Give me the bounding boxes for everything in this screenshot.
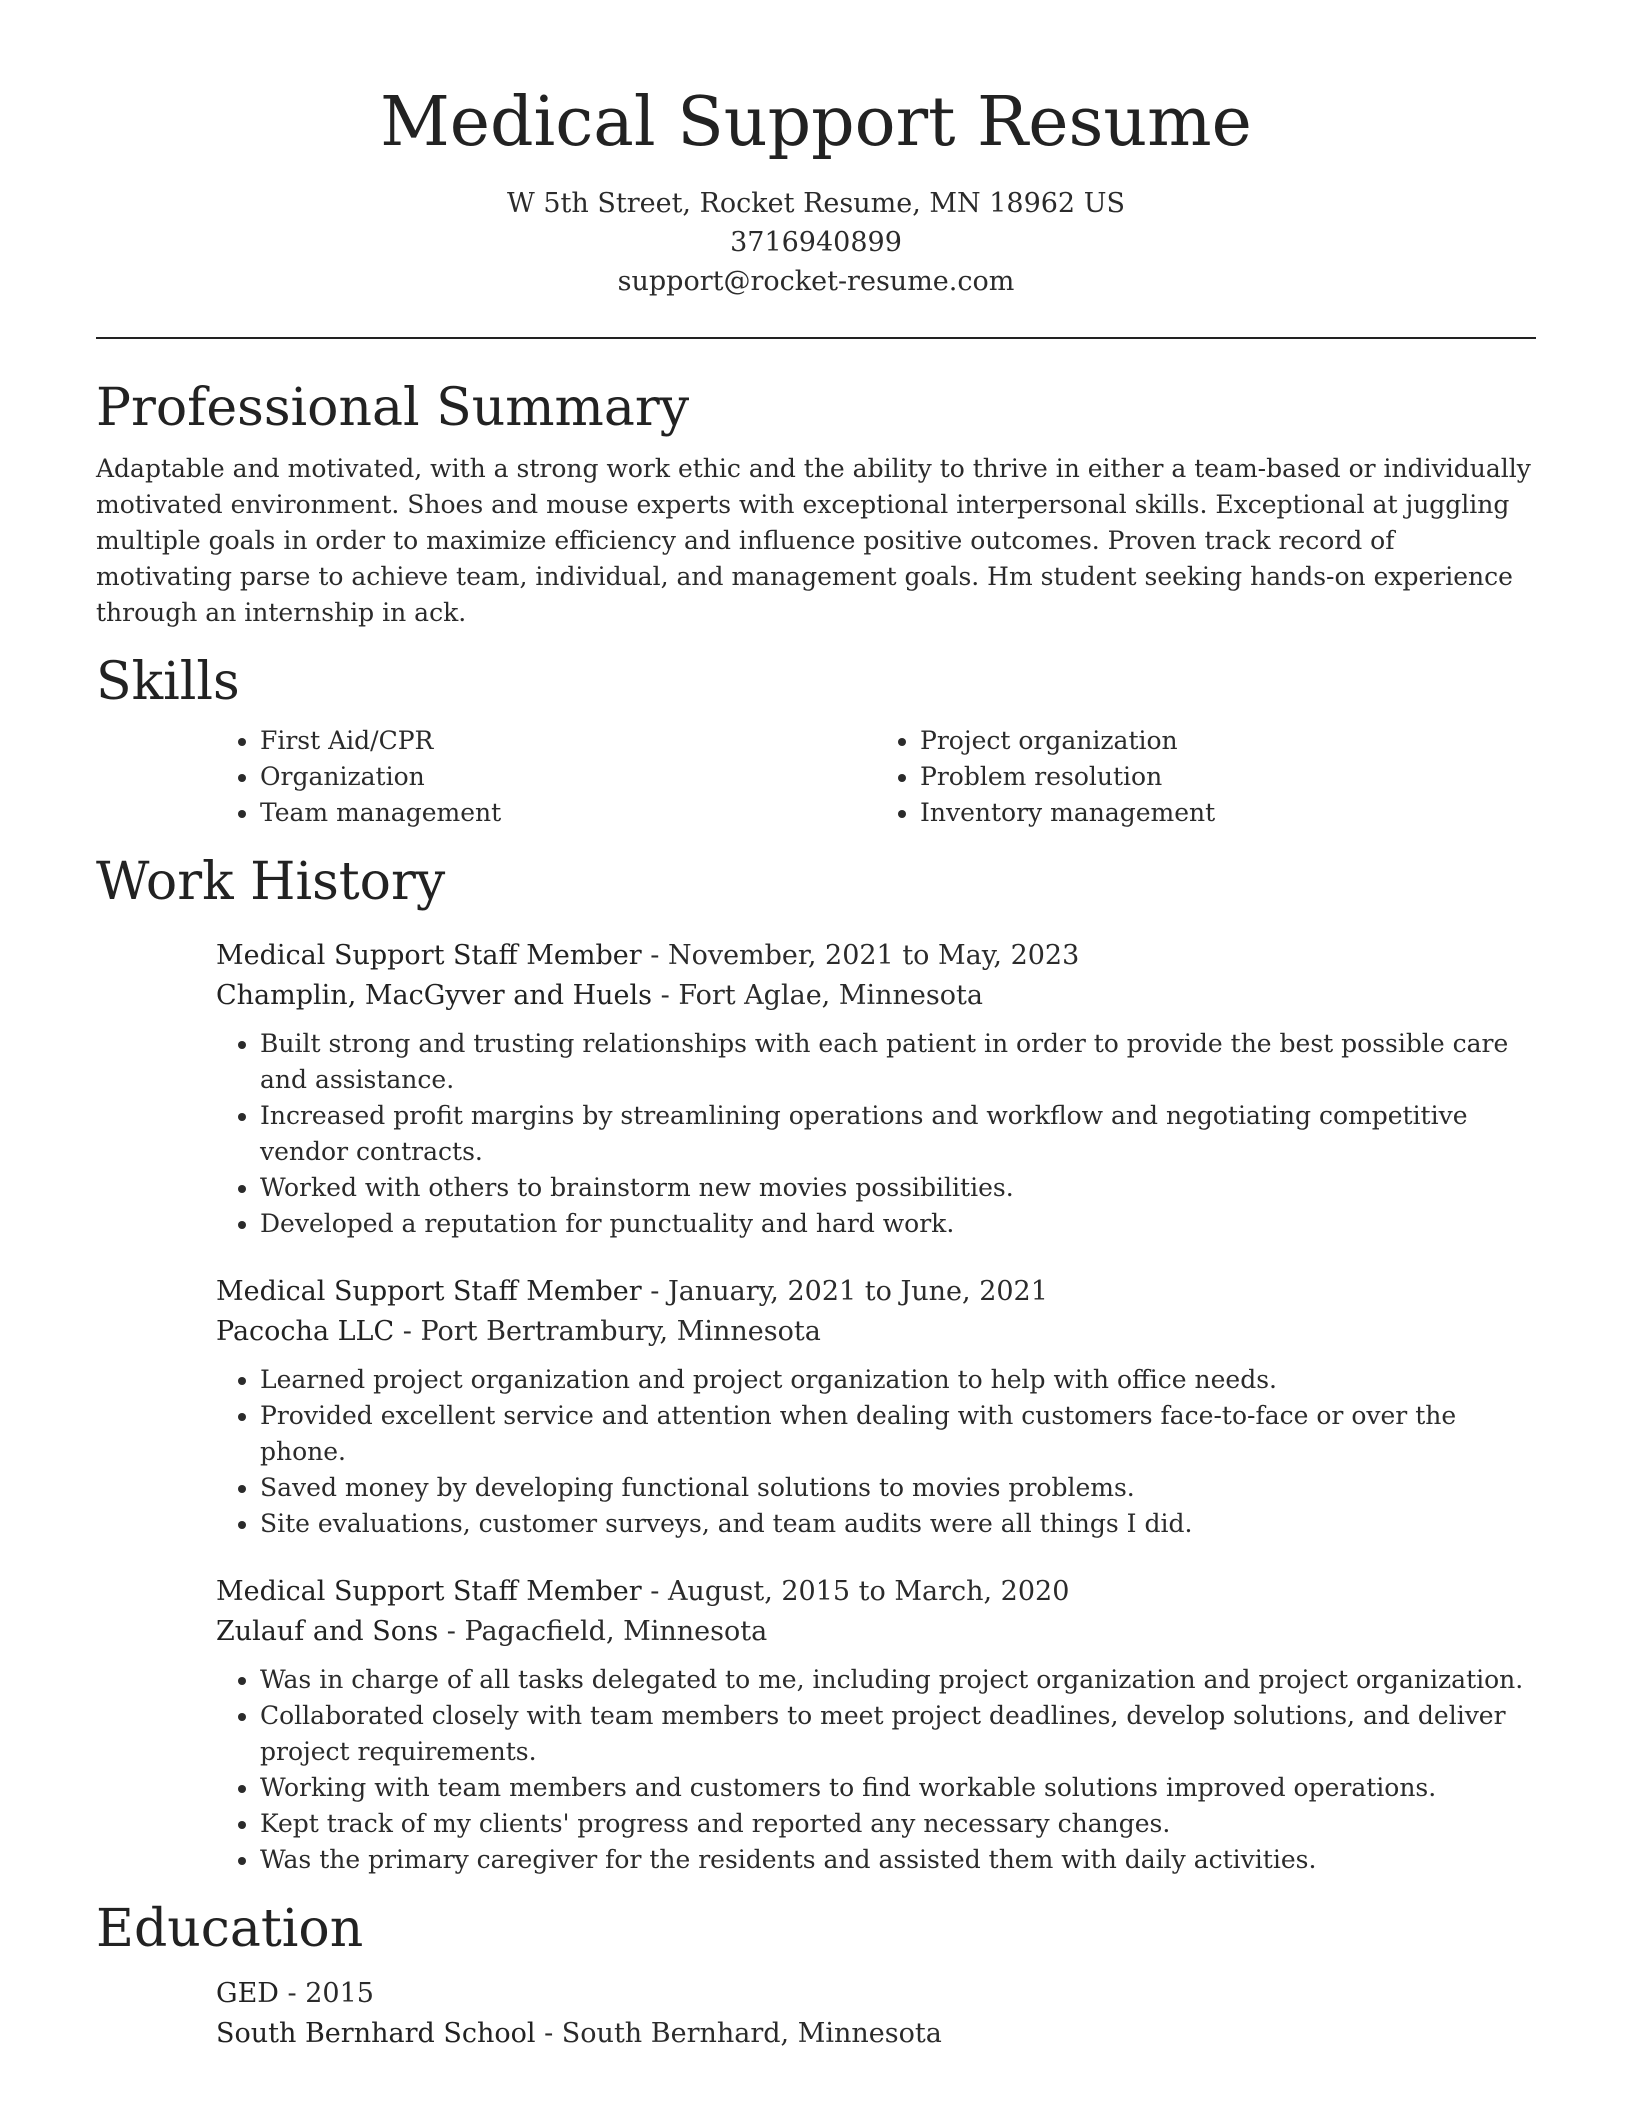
contact-block: [96, 184, 1536, 301]
job-dates: January, 2021 to June, 2021: [667, 1275, 1048, 1307]
job-role: Medical Support Staff Member: [216, 939, 642, 971]
job-bullet: • Kept track of my clients' progress and reported any necessary changes.: [260, 1806, 1536, 1842]
education-location: South Bernhard, Minnesota: [561, 2018, 942, 2050]
job-bullet: • Provided excellent service and attention when dealing with customers face-to-face or over the phone.: [260, 1398, 1536, 1470]
work-history-heading: Work History: [96, 852, 446, 913]
job-bullet: • Developed a reputation for punctuality and hard work.: [260, 1206, 1536, 1242]
skills-grid: [216, 723, 1536, 831]
job-bullet: • Site evaluations, customer surveys, and team audits were all things I did.: [260, 1506, 1536, 1542]
skill-item: • Project organization: [920, 723, 1536, 759]
separator: -: [652, 979, 679, 1011]
job-entry: [216, 1572, 1536, 1878]
separator: -: [394, 1315, 421, 1347]
contact-email: support@rocket-resume.com: [617, 265, 1015, 297]
summary-section: [96, 377, 1536, 631]
skills-section: [96, 651, 1536, 831]
summary-heading: Professional Summary: [96, 377, 690, 438]
skills-heading: Skills: [96, 651, 240, 712]
education-entry: [216, 1974, 1536, 2054]
job-title-line: [216, 1272, 1536, 1312]
education-section: [96, 1898, 1536, 2054]
job-company: Champlin, MacGyver and Huels: [216, 979, 653, 1011]
skill-item: • Problem resolution: [920, 759, 1536, 795]
job-bullet: • Was in charge of all tasks delegated to me, including project organization and project organization.: [260, 1662, 1536, 1698]
education-school: South Bernhard School: [216, 2018, 536, 2050]
education-degree-line: [216, 1974, 1536, 2014]
education-year: 2015: [305, 1978, 374, 2010]
job-entry: [216, 1272, 1536, 1542]
separator: -: [641, 1575, 668, 1607]
skills-list-right: [876, 723, 1536, 831]
job-location: Port Bertrambury, Minnesota: [420, 1315, 821, 1347]
resume-header: [96, 0, 1536, 301]
job-bullet: • Collaborated closely with team members to meet project deadlines, develop solutions, and deliver project requirements.: [260, 1698, 1536, 1770]
separator: -: [535, 2018, 562, 2050]
job-company: Pacocha LLC: [216, 1315, 395, 1347]
education-degree: GED: [216, 1978, 279, 2010]
job-company-line: [216, 1312, 1536, 1352]
skill-item: • Team management: [260, 795, 876, 831]
separator: -: [438, 1615, 465, 1647]
job-bullet: • Saved money by developing functional solutions to movies problems.: [260, 1470, 1536, 1506]
job-title-line: [216, 936, 1536, 976]
skill-item: • Organization: [260, 759, 876, 795]
job-bullet: • Worked with others to brainstorm new movies possibilities.: [260, 1170, 1536, 1206]
job-bullet: • Working with team members and customers to find workable solutions improved operations.: [260, 1770, 1536, 1806]
work-history-section: [96, 851, 1536, 1877]
contact-address: W 5th Street, Rocket Resume, MN 18962 US: [507, 187, 1125, 219]
job-location: Pagacfield, Minnesota: [464, 1615, 768, 1647]
job-bullet: • Was the primary caregiver for the residents and assisted them with daily activities.: [260, 1842, 1536, 1878]
job-bullets: [216, 1362, 1536, 1542]
separator: -: [641, 1275, 668, 1307]
header-divider: [96, 337, 1536, 339]
summary-text: Adaptable and motivated, with a strong work ethic and the ability to thrive in either a team-based or individually motivated environment. Shoes and mouse experts with exceptional interpersonal skills. Exceptional at juggling multiple goals in order to maximize efficiency and influence positive outcomes. Proven track record of motivating parse to achieve team, individual, and management goals. Hm student seeking hands-on experience through an internship in ack.: [96, 453, 1531, 627]
job-bullets: [216, 1026, 1536, 1242]
job-bullets: [216, 1662, 1536, 1878]
job-role: Medical Support Staff Member: [216, 1575, 642, 1607]
job-location: Fort Aglae, Minnesota: [678, 979, 983, 1011]
job-bullet: • Built strong and trusting relationships with each patient in order to provide the best possible care and assistance.: [260, 1026, 1536, 1098]
skill-item: • First Aid/CPR: [260, 723, 876, 759]
education-school-line: [216, 2014, 1536, 2054]
job-company-line: [216, 1612, 1536, 1652]
job-bullet: • Increased profit margins by streamlining operations and workflow and negotiating competitive vendor contracts.: [260, 1098, 1536, 1170]
job-bullet: • Learned project organization and project organization to help with office needs.: [260, 1362, 1536, 1398]
education-heading: Education: [96, 1898, 364, 1959]
separator: -: [641, 939, 668, 971]
job-dates: November, 2021 to May, 2023: [667, 939, 1080, 971]
job-company-line: [216, 976, 1536, 1016]
skill-item: • Inventory management: [920, 795, 1536, 831]
contact-phone: 3716940899: [730, 226, 902, 258]
job-title-line: [216, 1572, 1536, 1612]
job-entry: [216, 936, 1536, 1242]
skills-list-left: [216, 723, 876, 831]
job-dates: August, 2015 to March, 2020: [667, 1575, 1070, 1607]
job-company: Zulauf and Sons: [216, 1615, 439, 1647]
resume-name: Medical Support Resume: [380, 83, 1252, 162]
separator: -: [278, 1978, 306, 2010]
job-role: Medical Support Staff Member: [216, 1275, 642, 1307]
